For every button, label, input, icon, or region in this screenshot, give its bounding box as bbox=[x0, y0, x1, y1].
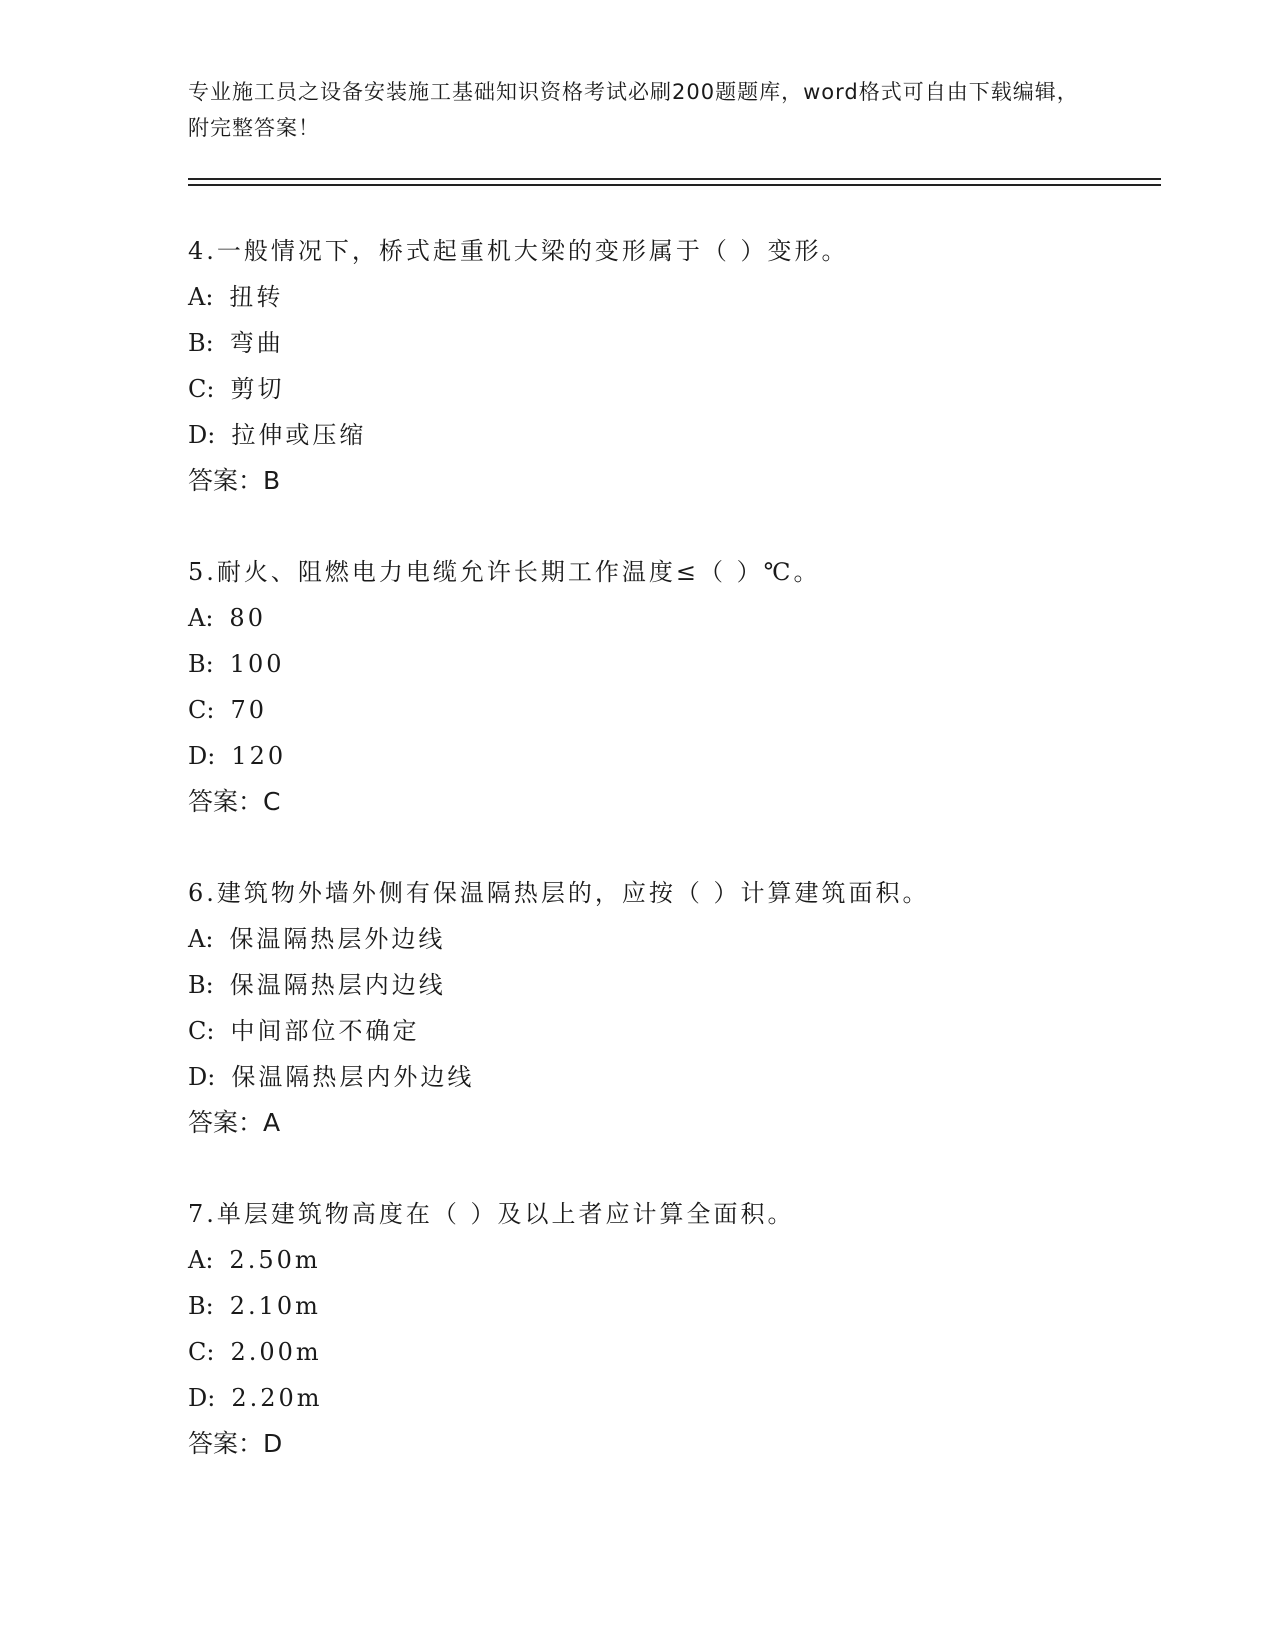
option-c bbox=[188, 366, 1168, 412]
option-letter: C: bbox=[188, 1017, 215, 1045]
option-a bbox=[188, 595, 1168, 641]
option-b bbox=[188, 962, 1168, 1008]
option-text: 70 bbox=[230, 696, 267, 724]
header-divider-bottom bbox=[188, 184, 1161, 186]
option-text: 保温隔热层内边线 bbox=[229, 971, 446, 999]
question-stem: 7.单层建筑物高度在（ ）及以上者应计算全面积。 bbox=[188, 1200, 795, 1228]
question-stem: 5.耐火、阻燃电力电缆允许长期工作温度≤（ ）℃。 bbox=[188, 558, 821, 586]
question-list bbox=[188, 228, 1168, 1512]
question-4 bbox=[188, 228, 1168, 504]
header-divider-top bbox=[188, 178, 1161, 180]
option-letter: B: bbox=[188, 1292, 214, 1320]
option-text: 保温隔热层内外边线 bbox=[231, 1063, 475, 1091]
option-letter: D: bbox=[188, 421, 216, 449]
answer-line: 答案：B bbox=[188, 466, 281, 495]
option-text: 扭转 bbox=[229, 283, 284, 311]
question-7 bbox=[188, 1191, 1168, 1467]
option-text: 2.50m bbox=[229, 1246, 321, 1274]
option-d bbox=[188, 412, 1168, 458]
option-d bbox=[188, 1054, 1168, 1100]
option-letter: B: bbox=[188, 329, 214, 357]
option-text: 剪切 bbox=[230, 375, 285, 403]
option-text: 120 bbox=[231, 742, 287, 770]
option-text: 100 bbox=[229, 650, 285, 678]
question-stem: 4.一般情况下，桥式起重机大梁的变形属于（ ）变形。 bbox=[188, 237, 849, 265]
answer-line: 答案：D bbox=[188, 1429, 283, 1458]
option-letter: A: bbox=[188, 283, 214, 311]
option-letter: A: bbox=[188, 925, 214, 953]
option-b bbox=[188, 1283, 1168, 1329]
answer-line: 答案：C bbox=[188, 787, 281, 816]
option-letter: C: bbox=[188, 1338, 215, 1366]
option-text: 弯曲 bbox=[229, 329, 284, 357]
question-6 bbox=[188, 870, 1168, 1146]
document-header: 专业施工员之设备安装施工基础知识资格考试必刷200题题库，word格式可自由下载编辑，附完整答案！ bbox=[188, 80, 1079, 140]
option-a bbox=[188, 1237, 1168, 1283]
option-letter: C: bbox=[188, 375, 215, 403]
option-letter: A: bbox=[188, 1246, 214, 1274]
option-text: 80 bbox=[229, 604, 266, 632]
option-letter: B: bbox=[188, 650, 214, 678]
question-stem: 6.建筑物外墙外侧有保温隔热层的，应按（ ）计算建筑面积。 bbox=[188, 879, 930, 907]
option-letter: C: bbox=[188, 696, 215, 724]
option-d bbox=[188, 1375, 1168, 1421]
question-5 bbox=[188, 549, 1168, 825]
option-letter: D: bbox=[188, 1384, 216, 1412]
option-text: 2.10m bbox=[229, 1292, 321, 1320]
option-text: 拉伸或压缩 bbox=[231, 421, 367, 449]
option-text: 保温隔热层外边线 bbox=[229, 925, 446, 953]
option-c bbox=[188, 687, 1168, 733]
option-letter: A: bbox=[188, 604, 214, 632]
answer-line: 答案：A bbox=[188, 1108, 281, 1137]
option-letter: B: bbox=[188, 971, 214, 999]
option-d bbox=[188, 733, 1168, 779]
option-letter: D: bbox=[188, 1063, 216, 1091]
option-a bbox=[188, 916, 1168, 962]
option-text: 中间部位不确定 bbox=[230, 1017, 420, 1045]
option-b bbox=[188, 641, 1168, 687]
option-text: 2.00m bbox=[230, 1338, 322, 1366]
option-c bbox=[188, 1329, 1168, 1375]
option-b bbox=[188, 320, 1168, 366]
option-c bbox=[188, 1008, 1168, 1054]
option-a bbox=[188, 274, 1168, 320]
option-letter: D: bbox=[188, 742, 216, 770]
option-text: 2.20m bbox=[231, 1384, 323, 1412]
